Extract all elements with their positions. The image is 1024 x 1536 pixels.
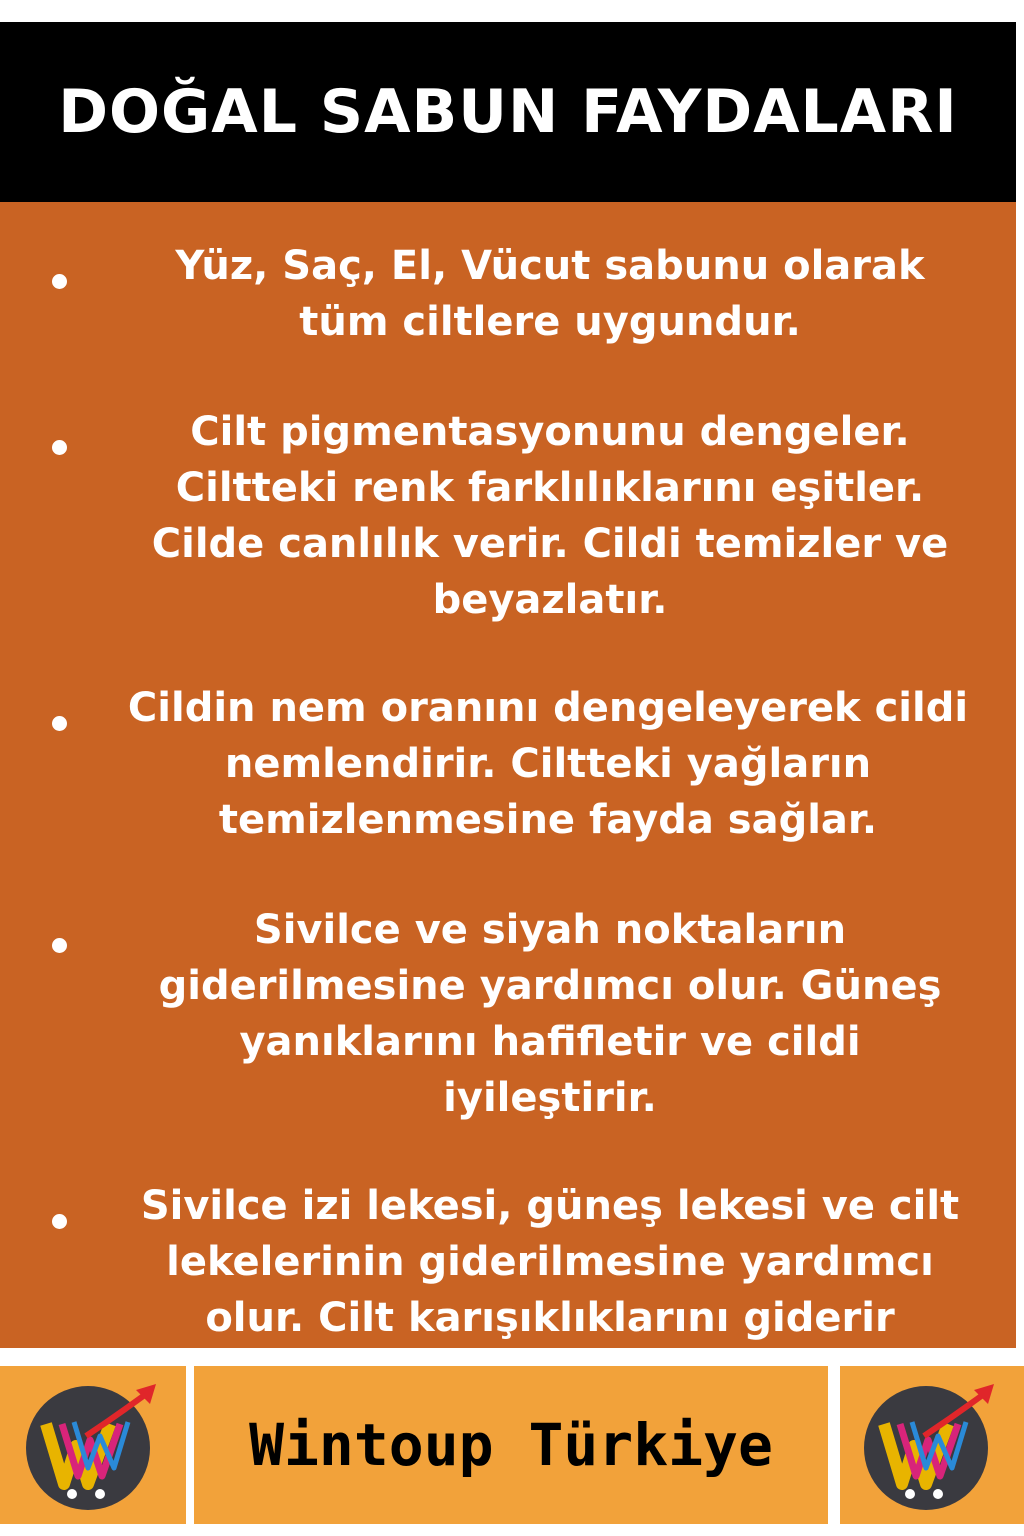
footer-logo-box-right (840, 1366, 1024, 1524)
benefit-line: nemlendirir. Ciltteki yağların (224, 741, 872, 787)
bullet-icon (52, 1214, 67, 1229)
header-bar (0, 22, 1016, 202)
wintoup-cart-logo-icon (854, 1376, 1004, 1516)
benefit-item (0, 892, 1016, 1128)
benefit-line: giderilmesine yardımcı olur. Güneş (158, 963, 942, 1009)
bullet-icon (52, 274, 67, 289)
benefit-line: Cilde canlılık verir. Cildi temizler ve (151, 521, 949, 567)
benefit-line: tüm ciltlere uygundur. (299, 299, 801, 345)
bullet-icon (52, 716, 67, 731)
benefit-line: temizlenmesine fayda sağlar. (218, 797, 878, 843)
benefit-line: Cildin nem oranını dengeleyerek cildi (127, 685, 969, 731)
brand-box (194, 1366, 828, 1524)
benefit-line: Sivilce izi lekesi, güneş lekesi ve cilt (140, 1183, 960, 1229)
benefit-line: Cilt pigmentasyonunu dengeler. (190, 409, 910, 455)
footer-logo-box-left (0, 1366, 186, 1524)
benefit-item (0, 228, 1016, 348)
brand-name: Wintoup Türkiye (249, 1411, 773, 1479)
wintoup-cart-logo-icon (16, 1376, 166, 1516)
benefit-item (0, 670, 1016, 850)
bullet-icon (52, 938, 67, 953)
bullet-icon (52, 440, 67, 455)
benefit-line: lekelerinin giderilmesine yardımcı (166, 1239, 934, 1285)
benefit-line: beyazlatır. (432, 577, 668, 623)
benefit-line: iyileştirir. (443, 1075, 657, 1121)
benefit-item (0, 394, 1016, 630)
benefit-line: Ciltteki renk farklılıklarını eşitler. (175, 465, 925, 511)
benefit-line: yanıklarını hafifletir ve cildi (239, 1019, 861, 1065)
benefit-line: Sivilce ve siyah noktaların (253, 907, 847, 953)
footer (0, 1366, 1024, 1536)
benefits-panel (0, 202, 1016, 1348)
benefit-line: Yüz, Saç, El, Vücut sabunu olarak (175, 243, 925, 289)
benefit-line: olur. Cilt karışıklıklarını giderir (205, 1295, 895, 1341)
page-title: DOĞAL SABUN FAYDALARI (58, 77, 958, 147)
benefit-item (0, 1168, 1016, 1348)
